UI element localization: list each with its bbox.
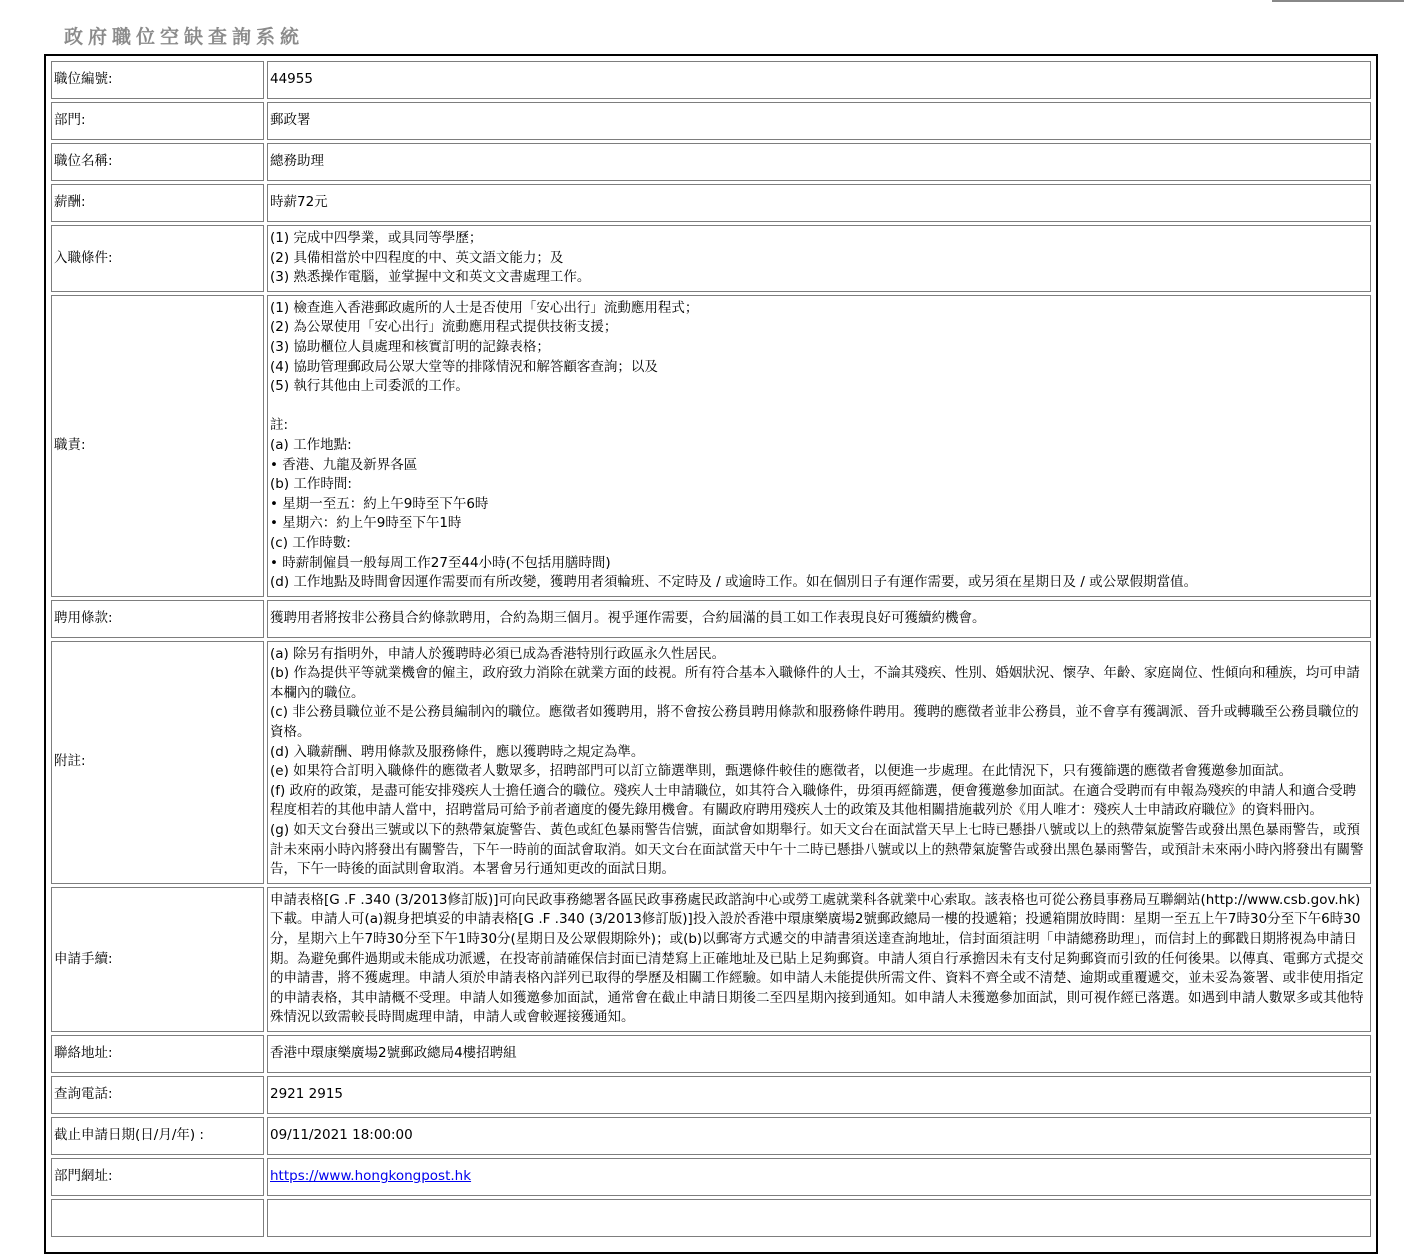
duties-value — [267, 295, 1371, 597]
table-row — [51, 143, 1371, 181]
table-row — [51, 1035, 1371, 1073]
table-row — [51, 641, 1371, 884]
list-item: (3) 熟悉操作電腦，並掌握中文和英文文書處理工作。 — [270, 269, 591, 286]
website-value — [267, 1158, 1371, 1196]
closing-date-label: 截止申請日期(日/月/年) : — [51, 1117, 264, 1155]
list-item: (g) 如天文台發出三號或以下的熱帶氣旋警告、黃色或紅色暴雨警告信號，面試會如期舉行。如天文台在面試當天早上七時已懸掛八號或以上的熱帶氣旋警告或發出黑色暴雨警告，或預計未來兩小時內將發出有關警告，下午一時前的面試會取消。如天文台在面試當天中午十二時已懸掛八號或以上的熱帶氣旋警告或發出黑色暴雨警告，或預計未來兩小時內將發出有關警告，下午一時後的面試則會取消。本署會另行通知更改的面試日期。 — [270, 822, 1364, 878]
table-row — [51, 1117, 1371, 1155]
job-detail-table — [48, 58, 1374, 1240]
list-item: (4) 協助管理郵政局公眾大堂等的排隊情況和解答顧客查詢；以及 — [270, 358, 658, 375]
list-item: (c) 非公務員職位並不是公務員編制內的職位。應徵者如獲聘用，將不會按公務員聘用條款和服務條件聘用。獲聘的應徵者並非公務員，並不會享有獲調派、晉升或轉職至公務員職位的資格。 — [270, 704, 1359, 741]
empty-value — [267, 1199, 1371, 1237]
post-title-value: 總務助理 — [267, 143, 1371, 181]
page-title: 政府職位空缺查詢系統 — [64, 26, 305, 48]
website-label: 部門網址: — [51, 1158, 264, 1196]
salary-value: 時薪72元 — [267, 184, 1371, 222]
table-row — [51, 887, 1371, 1032]
table-row — [51, 102, 1371, 140]
list-item: (1) 檢查進入香港郵政處所的人士是否使用「安心出行」流動應用程式； — [270, 299, 699, 316]
phone-label: 查詢電話: — [51, 1076, 264, 1114]
list-item: (a) 工作地點: — [270, 436, 352, 453]
notes-value — [267, 641, 1371, 884]
entry-requirements-value — [267, 225, 1371, 292]
list-item: (b) 工作時間: — [270, 476, 352, 493]
top-edge-decoration — [1272, 0, 1404, 5]
table-row — [51, 61, 1371, 99]
list-item: (2) 為公眾使用「安心出行」流動應用程式提供技術支援； — [270, 319, 618, 336]
phone-value: 2921 2915 — [267, 1076, 1371, 1114]
table-row — [51, 225, 1371, 292]
list-item: (5) 執行其他由上司委派的工作。 — [270, 378, 469, 395]
list-item: • 時薪制僱員一般每周工作27至44小時(不包括用膳時間) — [270, 554, 611, 571]
post-title-label: 職位名稱: — [51, 143, 264, 181]
list-item: (f) 政府的政策，是盡可能安排殘疾人士擔任適合的職位。殘疾人士申請職位，如其符合入職條件，毋須再經篩選，便會獲邀參加面試。在適合受聘而有申報為殘疾的申請人和適合受聘程度相若的其他申請人當中，招聘當局可給予前者適度的優先錄用機會。有關政府聘用殘疾人士的政策及其他相關措施載列於《用人唯才：殘疾人士申請政府職位》的資料冊內。 — [270, 782, 1357, 819]
notes-label: 附註: — [51, 641, 264, 884]
department-label: 部門: — [51, 102, 264, 140]
table-row — [51, 1199, 1371, 1237]
salary-label: 薪酬: — [51, 184, 264, 222]
list-item: • 星期一至五：約上午9時至下午6時 — [270, 495, 489, 512]
list-item: (b) 作為提供平等就業機會的僱主，政府致力消除在就業方面的歧視。所有符合基本入職條件的人士，不論其殘疾、性別、婚姻狀況、懷孕、年齡、家庭崗位、性傾向和種族，均可申請本欄內的職位。 — [270, 665, 1360, 701]
list-item: • 星期六：約上午9時至下午1時 — [270, 515, 462, 532]
table-row — [51, 184, 1371, 222]
list-item: (d) 工作地點及時間會因運作需要而有所改變，獲聘用者須輪班、不定時及 / 或逾時工作。如在個別日子有運作需要，或另須在星期日及 / 或公眾假期當值。 — [270, 574, 1198, 591]
list-item: (c) 工作時數: — [270, 534, 351, 551]
department-value: 郵政署 — [267, 102, 1371, 140]
terms-label: 聘用條款: — [51, 600, 264, 638]
address-value: 香港中環康樂廣場2號郵政總局4樓招聘組 — [267, 1035, 1371, 1073]
post-no-label: 職位編號: — [51, 61, 264, 99]
list-item: (a) 除另有指明外，申請人於獲聘時必須已成為香港特別行政區永久性居民。 — [270, 645, 726, 662]
terms-value: 獲聘用者將按非公務員合約條款聘用，合約為期三個月。視乎運作需要，合約屆滿的員工如工作表現良好可獲續約機會。 — [267, 600, 1371, 638]
list-item: • 香港、九龍及新界各區 — [270, 456, 418, 473]
list-item: (d) 入職薪酬、聘用條款及服務條件，應以獲聘時之規定為準。 — [270, 743, 645, 760]
blank-line — [270, 397, 1368, 417]
table-row — [51, 1076, 1371, 1114]
table-row — [51, 1158, 1371, 1196]
list-item: (1) 完成中四學業，或具同等學歷； — [270, 230, 483, 246]
empty-label — [51, 1199, 264, 1237]
table-row — [51, 600, 1371, 638]
list-item: (e) 如果符合訂明入職條件的應徵者人數眾多，招聘部門可以訂立篩選準則，甄選條件較佳的應徵者，以便進一步處理。在此情況下，只有獲篩選的應徵者會獲邀參加面試。 — [270, 763, 1293, 780]
list-item: (2) 具備相當於中四程度的中、英文語文能力；及 — [270, 249, 564, 266]
duties-label: 職責: — [51, 295, 264, 597]
entry-requirements-label: 入職條件: — [51, 225, 264, 292]
department-website-link[interactable]: https://www.hongkongpost.hk — [270, 1168, 472, 1185]
table-row — [51, 295, 1371, 597]
list-item: 註: — [270, 417, 289, 434]
address-label: 聯絡地址: — [51, 1035, 264, 1073]
application-label: 申請手續: — [51, 887, 264, 1032]
post-no-value: 44955 — [267, 61, 1371, 99]
closing-date-value: 09/11/2021 18:00:00 — [267, 1117, 1371, 1155]
list-item: (3) 協助櫃位人員處理和核實訂明的記錄表格； — [270, 338, 550, 355]
application-value: 申請表格[G .F .340 (3/2013修訂版)]可向民政事務總署各區民政事務處民政諮詢中心或勞工處就業科各就業中心索取。該表格也可從公務員事務局互聯網站(http://www.csb.gov.hk) 下載。申請人可(a)親身把填妥的申請表格[G .F .340 (3/2013修訂版)]投入設於香港中環康樂廣場2號郵政總局一樓的投遞箱；投遞箱開放時間：星期一至五上午7時30分至下午6時30分，星期六上午7時30分至下午1時30分(星期日及公眾假期除外)；或(b)以郵寄方式遞交的申請書須送達查詢地址，信封面須註明「申請總務助理」，而信封上的郵戳日期將視為申請日期。為避免郵件過期或未能成功派遞，在投寄前請確保信封面已清楚寫上正確地址及已貼上足夠郵資。申請人須自行承擔因未有支付足夠郵資而引致的任何後果。以傳真、電郵方式提交的申請書，將不獲處理。申請人須於申請表格內詳列已取得的學歷及相關工作經驗。如申請人未能提供所需文件、資料不齊全或不清楚、逾期或重覆遞交，並未妥為簽署、或非使用指定的申請表格，其申請概不受理。申請人如獲邀參加面試，通常會在截止申請日期後二至四星期內接到通知。如申請人未獲邀參加面試，則可視作經已落選。如遇到申請人數眾多或其他特殊情況以致需較長時間處理申請，申請人或會較遲接獲通知。 — [267, 887, 1371, 1032]
